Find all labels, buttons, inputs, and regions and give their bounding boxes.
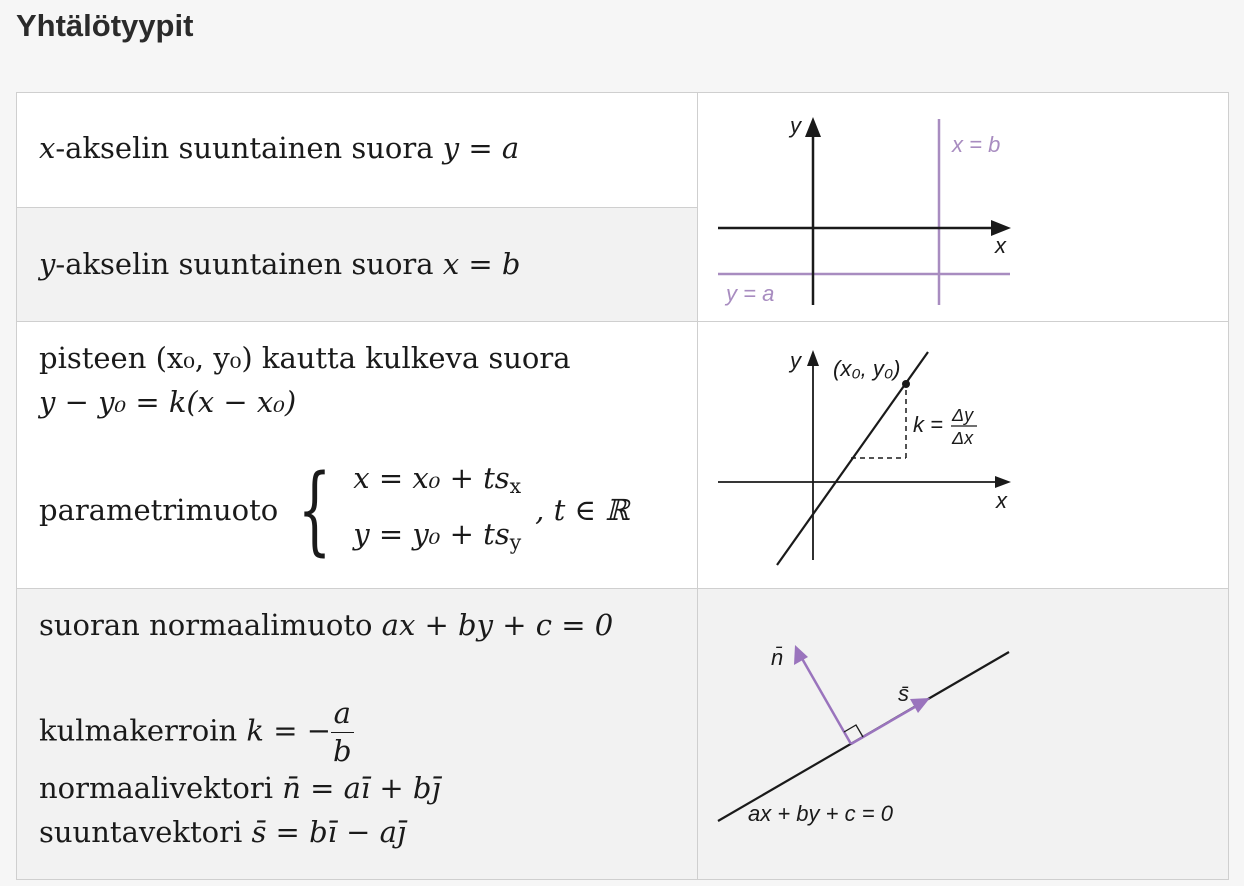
horizontal-line-text: -akselin suuntainen suora — [55, 131, 443, 165]
normal-arrowhead — [794, 645, 808, 665]
param-domain: , t ∈ ℝ — [535, 493, 630, 528]
y-axis-label: y — [790, 348, 801, 373]
direction-arrowhead — [910, 698, 930, 713]
point-marker — [902, 380, 910, 388]
normal-vector-line — [39, 766, 697, 810]
param-eq-y: y = y₀ + ts — [353, 517, 510, 552]
point-slope-line1: pisteen (x₀, y₀) kautta kulkeva suora — [39, 341, 571, 375]
equation-types-table — [16, 92, 1229, 880]
direction-vector-label: s̄ — [898, 681, 909, 706]
parametric-form — [39, 454, 697, 566]
parametric-label: parametrimuoto — [39, 493, 279, 528]
slope-numerator: a — [331, 699, 354, 733]
direction-vector — [851, 704, 920, 744]
param-sub-x: x — [509, 474, 522, 499]
line-equation-label: ax + by + c = 0 — [748, 801, 893, 826]
axis-parallel-lines-figure — [698, 93, 1230, 317]
x-axis-label: x — [995, 233, 1006, 258]
point-slope-equation: y − y₀ = k(x − x₀) — [39, 385, 297, 419]
x-axis-label: x — [996, 488, 1007, 513]
row-vertical-line — [17, 207, 698, 322]
normal-vector-label: n̄ — [771, 645, 784, 670]
hline-label: y = a — [726, 281, 775, 306]
horizontal-line-eq: y = a — [442, 131, 520, 165]
left-brace: { — [297, 454, 332, 567]
direction-vector-label: suuntavektori — [39, 815, 252, 849]
slope-fraction — [331, 696, 354, 768]
page-title: Yhtälötyypit — [16, 8, 194, 43]
point-slope-figure — [698, 322, 1230, 584]
vertical-line-eq: x = b — [442, 246, 521, 281]
vertical-line-text: -akselin suuntainen suora — [55, 246, 443, 281]
y-var: y — [39, 246, 56, 281]
slope-denominator: b — [333, 734, 352, 768]
row-normal-form — [17, 589, 698, 880]
slope-dx: Δx — [952, 428, 974, 448]
x-var: x — [39, 131, 56, 165]
point-label: (x₀, y₀) — [833, 356, 901, 381]
normal-form-label: suoran normaalimuoto — [39, 608, 382, 642]
slope-lhs: k = − — [246, 713, 332, 748]
normal-vector-label: normaalivektori — [39, 771, 283, 805]
y-axis-arrow — [807, 350, 819, 366]
normal-form-eq: ax + by + c = 0 — [381, 608, 614, 642]
figure-cell-point-slope — [698, 322, 1229, 589]
figure-cell-axis-lines — [698, 93, 1229, 322]
param-eq-x: x = x₀ + ts — [353, 461, 510, 495]
slope-dy: Δy — [952, 405, 974, 425]
param-sub-y: y — [509, 530, 522, 555]
vline-label: x = b — [952, 132, 1001, 157]
row-point-slope — [17, 322, 698, 589]
normal-vector — [800, 655, 851, 744]
figure-cell-normal-form — [698, 589, 1229, 880]
row-horizontal-line — [17, 93, 698, 208]
normal-vector-eq: n̄ = aī + bj̄ — [282, 771, 441, 805]
x-axis-arrow — [995, 476, 1011, 488]
slope-label: kulmakerroin — [39, 713, 247, 748]
direction-vector-line — [39, 810, 697, 854]
normal-form-line — [39, 603, 697, 647]
normal-form-figure — [698, 589, 1230, 875]
slope-k-label: k = — [913, 412, 943, 437]
y-axis-label: y — [790, 113, 801, 138]
direction-vector-eq: s̄ = bī − aj̄ — [251, 815, 406, 849]
slope-line — [39, 696, 697, 768]
y-axis-arrow — [805, 117, 821, 137]
